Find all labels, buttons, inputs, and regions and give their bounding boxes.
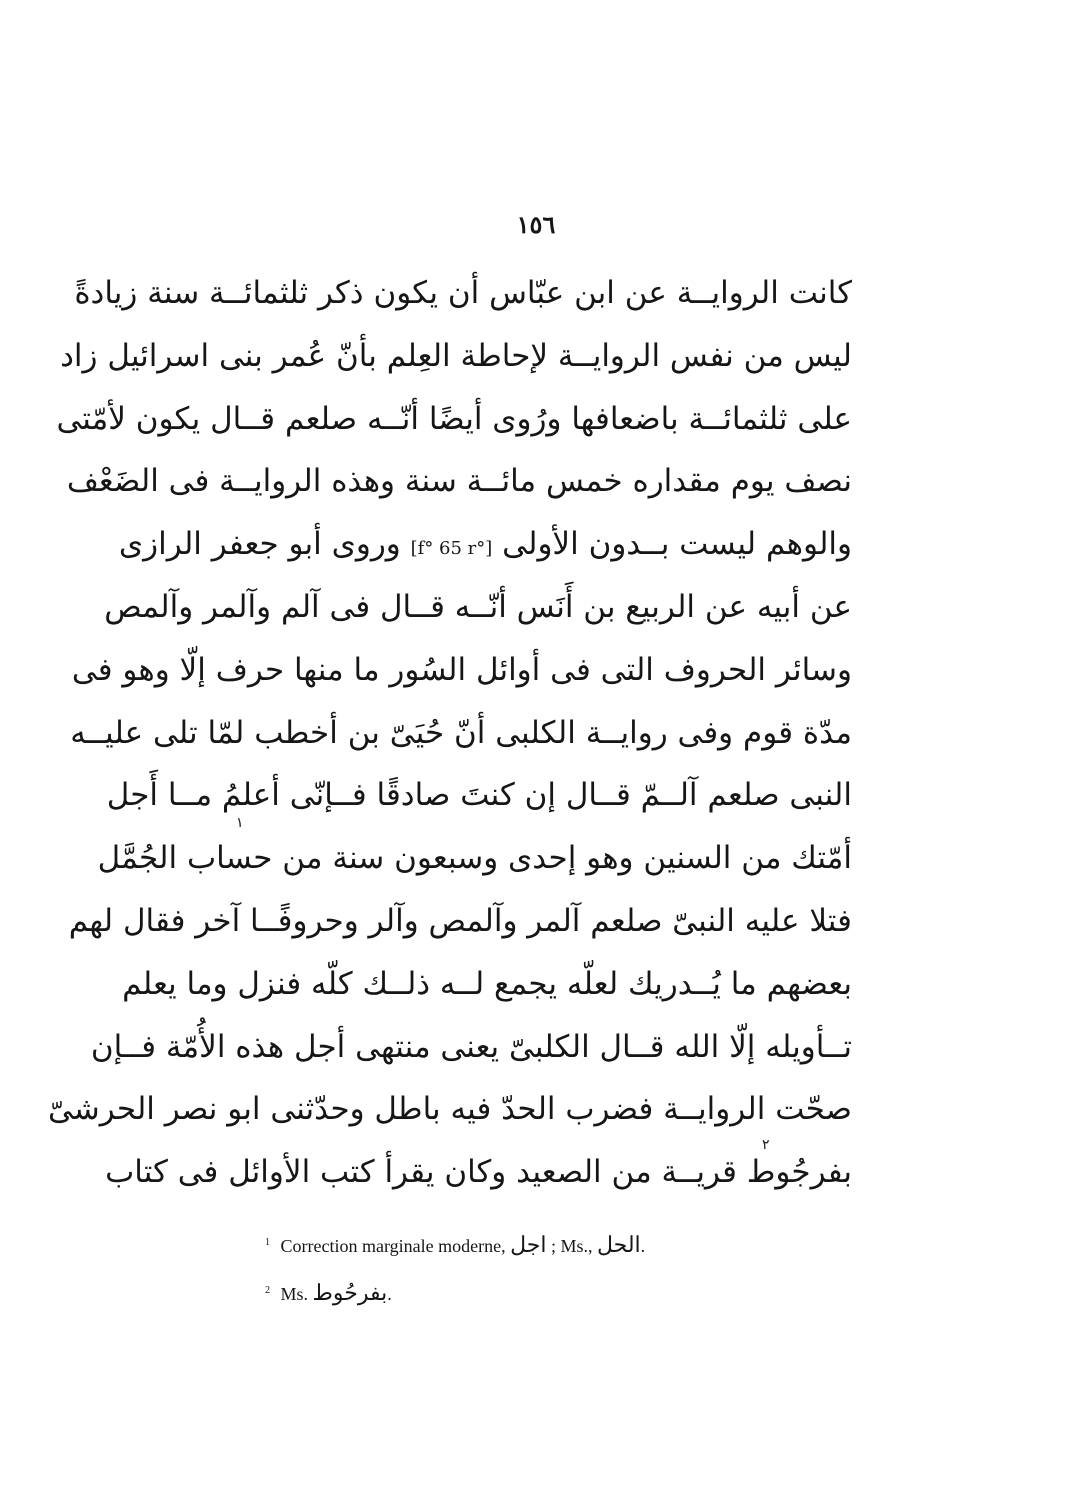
- page-number: ١٥٦: [516, 210, 556, 239]
- text-line-start: والوهم ليست بــدون الأولى: [502, 526, 852, 563]
- footnote-marker-2: ٢: [762, 1137, 770, 1153]
- text-line: مدّة قوم وفى روايــة الكلبى أنّ حُيَىّ بن أخطب لمّا تلى عليــه: [70, 714, 852, 751]
- text-line: صحّت الروايــة فضرب الحدّ فيه باطل وحدّثنى ابو نصر الحرشىّ: [47, 1091, 852, 1128]
- footnote-text: Ms.: [280, 1284, 309, 1304]
- text-line: كانت الروايــة عن ابن عبّاس أن يكون ذكر ثلثمائــة سنة زيادةً: [74, 275, 852, 311]
- footnote-arabic: بفرحُوط: [312, 1281, 388, 1306]
- footnote-text: .: [640, 1236, 646, 1256]
- footnote-arabic: الحل: [596, 1233, 641, 1258]
- text-line: النبى صلعم آلــمّ قــال إن كنتَ صادقًا فــإنّى أعلمُ مــا أَجل: [106, 777, 852, 814]
- text-line-end: وروى أبو جعفر الرازى: [118, 526, 401, 563]
- text-line: عن أبيه عن الربيع بن أَنَس أنّــه قــال فى آلم وآلمر وآلمص: [104, 588, 852, 625]
- text-line: فتلا عليه النبىّ صلعم آلمر وآلمص وآلر وحروفًــا آخر فقال لهم: [68, 902, 852, 939]
- text-line: تــأويله إلّا الله قــال الكلبىّ يعنى منتهى أجل هذه الأُمّة فــإن: [90, 1028, 852, 1065]
- text-line: على ثلثمائــة باضعافها ورُوى أيضًا أنّــه صلعم قــال يكون لأمّتى: [56, 400, 852, 437]
- folio-reference: [f° 65 r°]: [410, 538, 493, 560]
- footnotes: [265, 1223, 825, 1319]
- text-line: أمّتك من السنين وهو إحدى وسبعون سنة من حساب الجُمَّل: [97, 840, 852, 877]
- footnote-2: [265, 1271, 825, 1319]
- text-line: بعضهم ما يُــدريك لعلّه يجمع لــه ذلــك كلّه فنزل وما يعلم: [122, 965, 852, 1002]
- footnote-arabic: اجل: [510, 1233, 547, 1258]
- footnote-marker-1: ١: [236, 815, 244, 831]
- text-line: نصف يوم مقداره خمس مائــة سنة وهذه الروايــة فى الضَعْف: [66, 463, 852, 500]
- text-line: ليس من نفس الروايــة لإحاطة العِلم بأنّ عُمر بنى اسرائيل زاد: [60, 337, 852, 374]
- footnote-text: ; Ms.,: [550, 1236, 593, 1256]
- footnote-1: [265, 1223, 825, 1271]
- body-text: [47, 262, 852, 1204]
- text-line: بفرجُوط قريــة من الصعيد وكان يقرأ كتب الأوائل فى كتاب: [105, 1154, 852, 1191]
- footnote-number: 1: [265, 1237, 270, 1248]
- footnote-text: .: [387, 1284, 392, 1304]
- footnote-text: Correction marginale moderne,: [280, 1236, 506, 1256]
- footnote-number: 2: [265, 1285, 270, 1296]
- text-line: وسائر الحروف التى فى أوائل السُور ما منها حرف إلّا وهو فى: [71, 651, 852, 688]
- text-line: [118, 513, 852, 576]
